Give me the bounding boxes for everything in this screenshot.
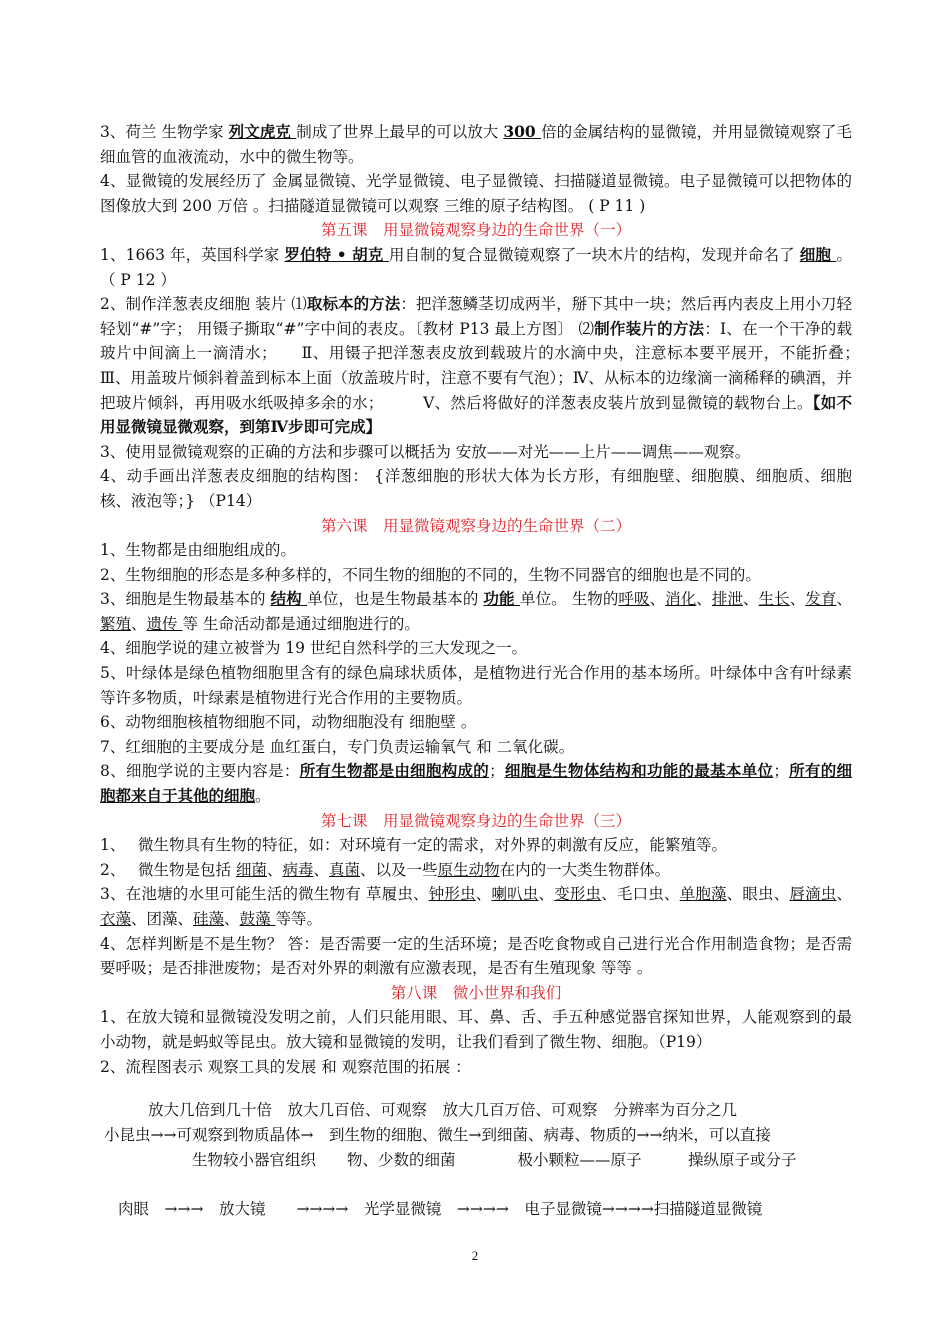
lesson-8-heading: 第八课 微小世界和我们 — [390, 983, 562, 1002]
underlined-term: 发育 — [805, 590, 837, 609]
lesson-6-item-7: 7、红细胞的主要成分是 血红蛋白，专门负责运输氧气 和 二氧化碳。 — [100, 737, 575, 756]
underlined-term: 病毒 — [282, 860, 314, 879]
text: 倍的金属结构的显微镜，并用显微镜观察了毛细血管的血液流动，水中的微生物等。 — [100, 123, 852, 166]
underlined-term: 钟形虫 — [428, 885, 476, 904]
underlined-term: 300 — [503, 122, 542, 141]
underlined-term: 原生动物 — [437, 860, 500, 879]
lesson-6-item-5: 5、叶绿体是绿色植物细胞里含有的绿色扁球状质体，是植物进行光合作用的基本场所。叶绿体中含有叶绿素等许多物质，叶绿素是植物进行光合作用的主要物质。 — [100, 664, 852, 707]
underlined-term: 功能 — [483, 589, 521, 609]
underlined-term: 细菌 — [235, 860, 267, 879]
lesson-6-item-1: 1、生物都是由细胞组成的。 — [100, 541, 296, 560]
text: 、眼虫、 — [726, 885, 790, 904]
separator: 、 — [475, 885, 492, 904]
flow-row-tools: 肉眼 →→→ 放大镜 →→→→ 光学显微镜 →→→→ 电子显微镜→→→→扫描隧道显微镜 — [118, 1200, 763, 1218]
separator: 、 — [313, 860, 330, 879]
flow-row-range: 小昆虫→→可观察到物质晶体→ 到生物的细胞、微生→到细菌、病毒、物质的→→纳米，可以直接 — [104, 1126, 771, 1144]
separator: 、 — [836, 590, 852, 609]
lesson-5-item-3: 3、使用显微镜观察的正确的方法和步骤可以概括为 安放——对光——上片——调焦——观察。 — [100, 442, 751, 461]
lesson-5-item-1 — [100, 243, 852, 292]
separator: ； — [489, 762, 505, 781]
text: 单位。 生物的 — [520, 590, 619, 609]
text: 1、1663 年，英国科学家 — [100, 245, 285, 264]
text: 3、在池塘的水里可能生活的微生物有 草履虫、 — [100, 885, 429, 904]
lesson-7-item-3 — [100, 882, 852, 931]
text: 、团藻、 — [131, 910, 194, 928]
underlined-term: 变形虫 — [554, 885, 602, 904]
text: 等等。 — [275, 910, 323, 928]
underlined-term: 衣藻 — [100, 910, 132, 928]
text: 8、细胞学说的主要内容是： — [100, 762, 300, 781]
underlined-term: 真菌 — [329, 860, 361, 879]
paragraph-3 — [100, 120, 852, 169]
underlined-term: 繁殖 — [100, 614, 132, 633]
text: ：Ⅰ、在一个干净的载玻片中间滴上一滴清水； Ⅱ、用镊子把洋葱表皮放到载玻片的水滴中央，注意标本要平展开，不能折叠； Ⅲ、用盖玻片倾斜着盖到标本上面（放盖玻片时，注意不要有气泡）；Ⅳ、从标本的边缘滴一滴稀释的碘酒，并把玻片倾斜，再用吸水纸吸掉多余的水； Ⅴ、然后将做好的洋葱表皮装片放到显微镜的载物台上。 — [100, 319, 884, 412]
page-number: 2 — [471, 1248, 479, 1263]
lesson-7-heading: 第七课 用显微镜观察身边的生命世界（三） — [320, 811, 631, 830]
flow-row-detail: 生物较小器官组织 物、少数的细菌 极小颗粒——原子 操纵原子或分子 — [192, 1151, 797, 1169]
lesson-7-item-4: 4、怎样判断是不是生物？ 答：是否需要一定的生活环境；是否吃食物或自己进行光合作用制造食物；是否需要呼吸；是否排泄废物；是否对外界的刺激有应激表现，是否有生殖现象 等等 。 — [100, 934, 852, 978]
separator: 、 — [649, 590, 666, 609]
underlined-term: 单胞藻 — [679, 885, 727, 904]
lesson-6-item-2: 2、生物细胞的形态是多种多样的，不同生物的细胞的不同的，生物不同器官的细胞也是不同的。 — [100, 565, 761, 584]
text: 在内的一大类生物群体。 — [499, 860, 671, 879]
flow-row-magnification: 放大几倍到几十倍 放大几百倍、可观察 放大几百万倍、可观察 分辨率为百分之几 — [148, 1101, 738, 1119]
separator: 、 — [743, 590, 759, 609]
lesson-5-heading: 第五课 用显微镜观察身边的生命世界（一） — [320, 221, 631, 240]
separator: 、 — [789, 590, 806, 609]
lesson-6-item-3 — [100, 587, 852, 636]
underlined-term: 硅藻 — [193, 910, 225, 928]
lesson-6-item-8 — [100, 759, 852, 808]
lesson-7-item-2 — [100, 858, 852, 883]
bold-term: 取标本的方法 — [306, 294, 401, 314]
lesson-6-item-4: 4、细胞学说的建立被誉为 19 世纪自然科学的三大发现之一。 — [100, 639, 527, 658]
document-body — [100, 120, 884, 1079]
underlined-term: 罗伯特 • 胡克 — [284, 244, 389, 264]
separator: 、 — [224, 910, 240, 928]
separator: 、 — [131, 614, 147, 633]
underlined-term: 细胞是生物体结构和功能的最基本单位 — [504, 761, 774, 781]
lesson-6-heading: 第六课 用显微镜观察身边的生命世界（二） — [320, 516, 631, 535]
underlined-term: 喇叭虫 — [491, 885, 539, 904]
text: 等 生命活动都是通过细胞进行的。 — [182, 614, 420, 633]
text: 2、 微生物是包括 — [100, 860, 236, 879]
separator: 、 — [696, 590, 712, 609]
text: 。 （ P 12 ） — [100, 245, 852, 289]
lesson-7-item-1: 1、 微生物具有生物的特征，如：对环境有一定的需求，对外界的刺激有反应，能繁殖等。 — [100, 836, 728, 855]
lesson-5-item-2 — [100, 292, 884, 440]
text: 2、制作洋葱表皮细胞 装片 ⑴ — [100, 295, 307, 314]
separator: 、 — [836, 885, 852, 904]
text: 、以及一些 — [360, 860, 438, 879]
underlined-term: 细胞 — [799, 244, 837, 264]
lesson-8-item-1: 1、在放大镜和显微镜没发明之前，人们只能用眼、耳、鼻、舌、手五种感觉器官探知世界，人能观察到的最小动物，就是蚂蚁等昆虫。放大镜和显微镜的发明，让我们看到了微生物、细胞。（P19） — [100, 1008, 852, 1051]
text: 3、荷兰 生物学家 — [100, 123, 229, 141]
bold-term: 制作装片的方法 — [594, 318, 705, 338]
separator: ； — [773, 762, 789, 781]
underlined-term: 所有的细胞都来自于其他的细胞 — [100, 761, 852, 806]
text: 单位，也是生物最基本的 — [307, 590, 484, 609]
lesson-6-item-6: 6、动物细胞核植物细胞不同，动物细胞没有 细胞壁 。 — [100, 713, 477, 732]
text: 制成了世界上最早的可以放大 — [296, 123, 504, 141]
text: ：把洋葱鳞茎切成两半，掰下其中一块；然后再内表皮上用小刀轻轻划“#”字； 用镊子撕取“#”字中间的表皮。〔教材 P13 最上方图〕 ⑵ — [100, 295, 852, 338]
separator: 。 — [255, 787, 271, 806]
underlined-term: 结构 — [270, 589, 308, 609]
bold-note: 【如不用显微镜显微观察，到第Ⅳ步即可完成】 — [100, 392, 852, 437]
underlined-term: 鼓藻 — [239, 910, 276, 928]
separator: 、 — [538, 885, 555, 904]
underlined-term: 唇滴虫 — [789, 885, 837, 904]
underlined-term: 遗传 — [146, 614, 183, 633]
underlined-term: 消化 — [665, 590, 697, 609]
text: 、毛口虫、 — [601, 885, 680, 904]
text: 3、细胞是生物最基本的 — [100, 590, 271, 609]
underlined-term: 生长 — [758, 590, 790, 609]
underlined-term: 呼吸 — [618, 590, 650, 609]
text: 用自制的复合显微镜观察了一块木片的结构，发现并命名了 — [388, 245, 800, 264]
separator: 、 — [266, 860, 283, 879]
paragraph-4: 4、显微镜的发展经历了 金属显微镜、光学显微镜、电子显微镜、扫描隧道显微镜。电子显微镜可以把物体的图像放大到 200 万倍 。扫描隧道显微镜可以观察 三维的原子结构图。 ( P 11 ) — [100, 172, 852, 215]
underlined-term: 列文虎克 — [228, 122, 297, 141]
underlined-term: 排泄 — [711, 590, 743, 609]
lesson-8-item-2: 2、流程图表示 观察工具的发展 和 观察范围的拓展 ： — [100, 1057, 471, 1076]
lesson-5-item-4: 4、动手画出洋葱表皮细胞的结构图： {洋葱细胞的形状大体为长方形，有细胞壁、细胞膜、细胞质、细胞核、液泡等；} （P14） — [100, 467, 852, 510]
underlined-term: 所有生物都是由细胞构成的 — [299, 761, 490, 781]
